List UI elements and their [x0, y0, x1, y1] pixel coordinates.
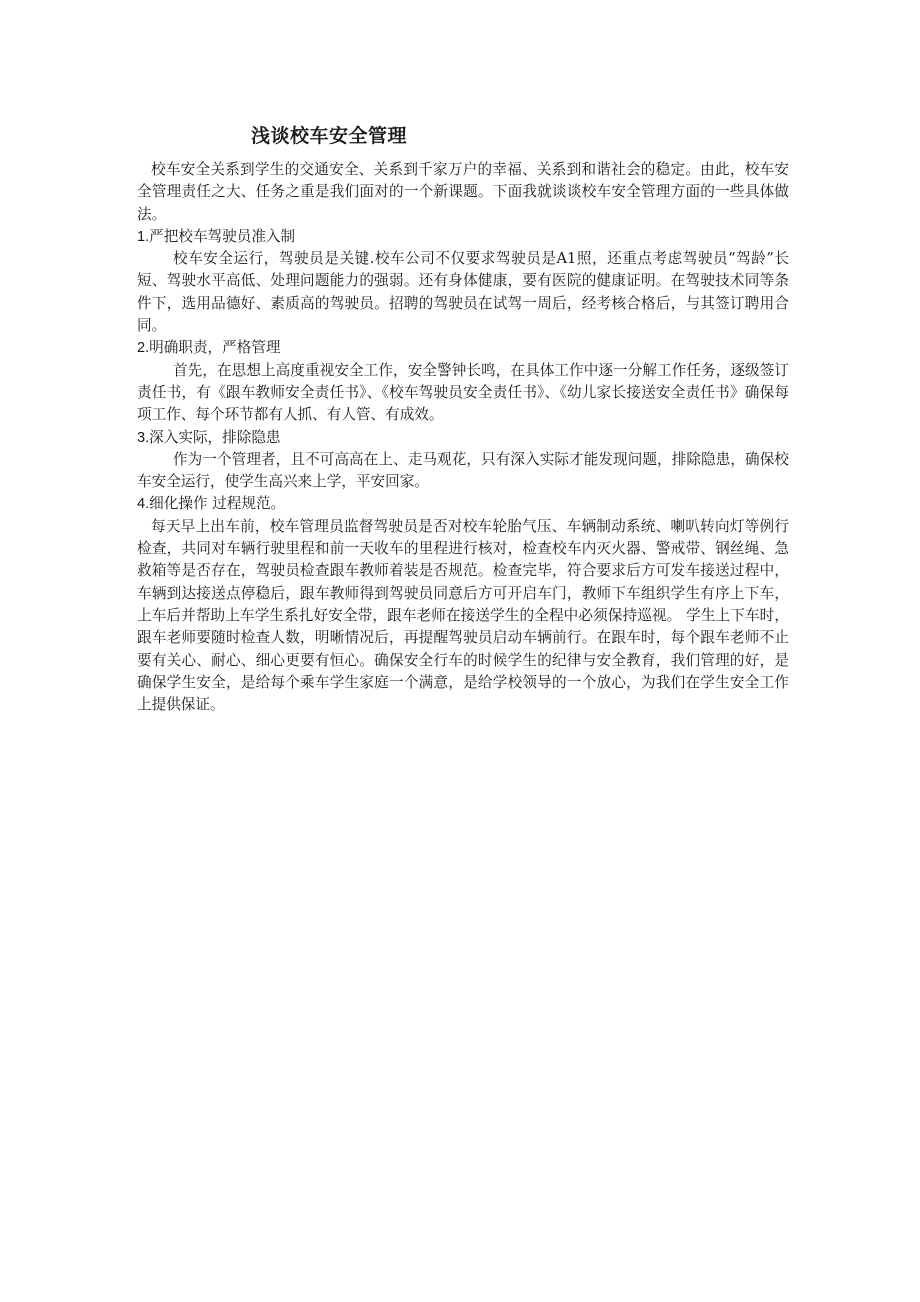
section-heading-text: 严把校车驾驶员准入制: [149, 227, 296, 245]
section-heading-text: 细化操作 过程规范。: [149, 495, 286, 513]
document-body: [137, 159, 789, 716]
section-heading-2: [137, 337, 789, 359]
section-paragraph-1: 校车安全运行，驾驶员是关键.校车公司不仅要求驾驶员是A1照，还重点考虑驾驶员“驾龄”长短、驾驶水平高低、处理问题能力的强弱。还有身体健康，要有医院的健康证明。在驾驶技术同等条件下，选用品德好、素质高的驾驶员。招聘的驾驶员在试驾一周后，经考核合格后，与其签订聘用合同。: [137, 250, 789, 335]
section-number: 4.: [137, 496, 150, 513]
section-heading-text: 明确职责，严格管理: [149, 339, 281, 357]
section-heading-4: [137, 493, 789, 515]
section-number: 2.: [137, 340, 150, 357]
intro-paragraph: 校车安全关系到学生的交通安全、关系到千家万户的幸福、关系到和谐社会的稳定。由此，校车安全管理责任之大、任务之重是我们面对的一个新课题。下面我就谈谈校车安全管理方面的一些具体做法。: [137, 161, 789, 223]
section-number: 1.: [137, 228, 150, 245]
section-paragraph-4: 每天早上出车前，校车管理员监督驾驶员是否对校车轮胎气压、车辆制动系统、喇叭转向灯等例行检查，共同对车辆行驶里程和前一天收车的里程进行核对，检查校车内灭火器、警戒带、钢丝绳、急救箱等是否存在，驾驶员检查跟车教师着装是否规范。检查完毕，符合要求后方可发车接送过程中，车辆到达接送点停稳后，跟车教师得到驾驶员同意后方可开启车门，教师下车组织学生有序上下车，上车后并帮助上车学生系扎好安全带，跟车老师在接送学生的全程中必须保持巡视。 学生上下车时，跟车老师要随时检查人数，明晰情况后，再提醒驾驶员启动车辆前行。在跟车时，每个跟车老师不止要有关心、耐心、细心更要有恒心。确保安全行车的时候学生的纪律与安全教育，我们管理的好，是确保学生安全，是给每个乘车学生家庭一个满意，是给学校领导的一个放心，为我们在学生安全工作上提供保证。: [137, 517, 789, 714]
document-title: 浅谈校车安全管理: [251, 125, 408, 147]
section-paragraph-3: 作为一个管理者，且不可高高在上、走马观花，只有深入实际才能发现问题，排除隐患，确保校车安全运行，使学生高兴来上学，平安回家。: [137, 450, 789, 491]
section-heading-3: [137, 427, 789, 449]
section-heading-text: 深入实际，排除隐患: [149, 428, 281, 446]
section-paragraph-2: 首先，在思想上高度重视安全工作，安全警钟长鸣，在具体工作中逐一分解工作任务，逐级签订责任书，有《跟车教师安全责任书》、《校车驾驶员安全责任书》、《幼儿家长接送安全责任书》确保每项工作、每个环节都有人抓、有人管、有成效。: [137, 361, 789, 424]
section-heading-1: [137, 226, 789, 248]
section-number: 3.: [137, 429, 150, 446]
